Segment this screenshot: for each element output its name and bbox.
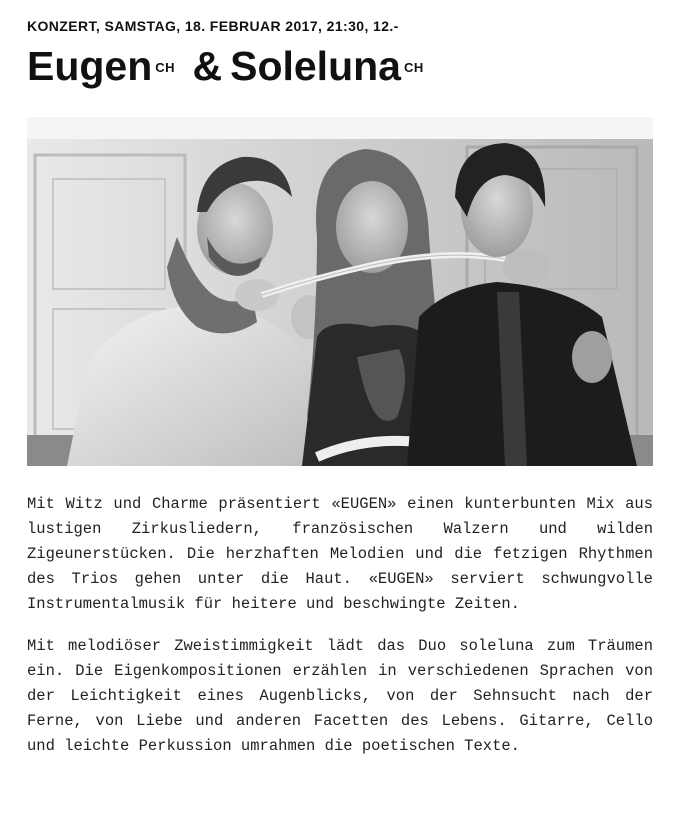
- title-separator: &: [192, 43, 223, 89]
- event-title: [27, 43, 653, 89]
- description-paragraph-2: Mit melodiöser Zweistimmigkeit lädt das Duo soleluna zum Träumen ein. Die Eigenkompositionen erzählen in verschiedenen Sprachen von der Leichtigkeit eines Augenblicks, von der Sehnsucht nach der Ferne, von Liebe und anderen Facetten des Lebens. Gitarre, Cello und leichte Perkussion umrahmen die poetischen Texte.: [27, 637, 653, 755]
- artist-1-origin: CH: [155, 60, 176, 75]
- event-meta: KONZERT, SAMSTAG, 18. FEBRUAR 2017, 21:30, 12.-: [27, 18, 399, 34]
- band-photo: [27, 117, 653, 466]
- event-description: [27, 492, 653, 776]
- artist-2-name: Soleluna: [230, 43, 401, 89]
- band-photo-illustration: [27, 117, 653, 466]
- artist-2-origin: CH: [403, 60, 424, 75]
- artist-1-name: Eugen: [27, 43, 153, 89]
- event-header: [27, 0, 653, 89]
- description-paragraph-1: Mit Witz und Charme präsentiert «EUGEN» einen kunterbunten Mix aus lustigen Zirkusliedern, französischen Walzern und wilden Zigeunerstücken. Die herzhaften Melodien und die fetzigen Rhythmen des Trios gehen unter die Haut. «EUGEN» serviert schwungvolle Instrumentalmusik für heitere und beschwingte Zeiten.: [27, 495, 653, 613]
